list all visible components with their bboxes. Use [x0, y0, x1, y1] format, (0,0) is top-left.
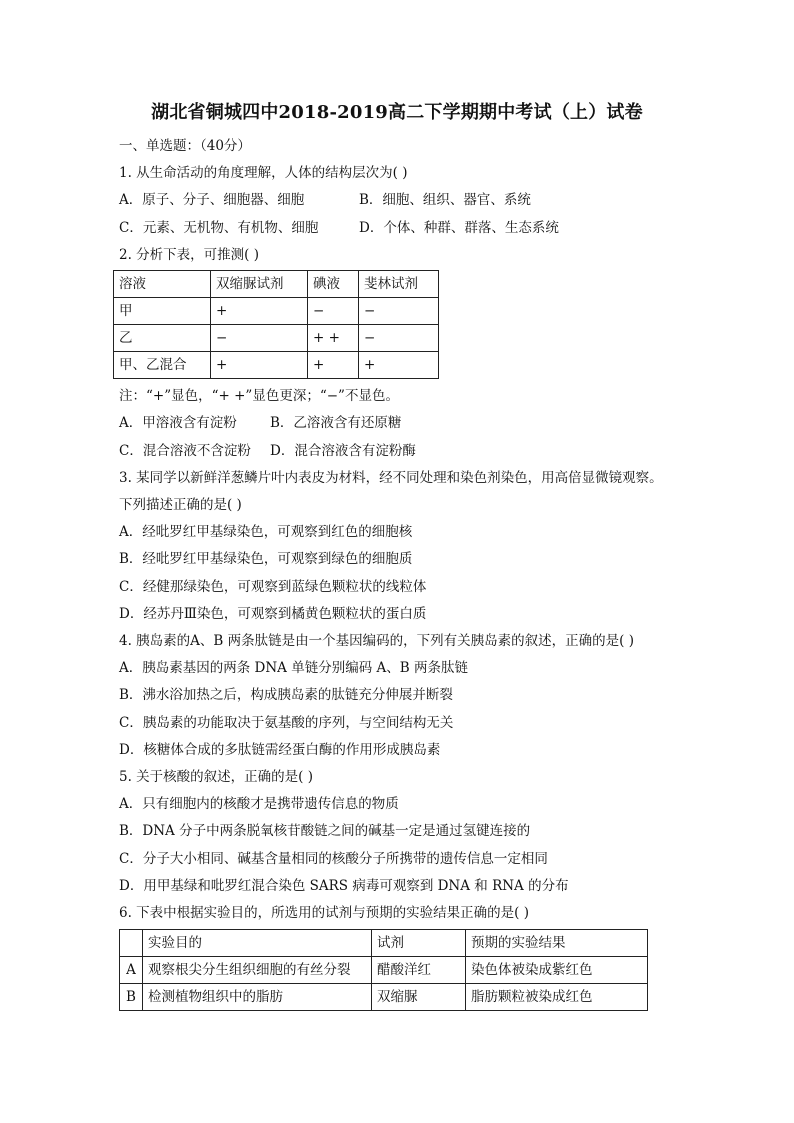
question-4-option-b: B．沸水浴加热之后，构成胰岛素的肽链充分伸展并断裂: [119, 687, 453, 703]
question-5-option-d: D．用甲基绿和吡罗红混合染色 SARS 病毒可观察到 DNA 和 RNA 的分布: [119, 878, 569, 894]
table-cell: 观察根尖分生组织细胞的有丝分裂: [143, 957, 372, 984]
question-4-option-d: D．核糖体合成的多肽链需经蛋白酶的作用形成胰岛素: [119, 742, 441, 758]
table-cell: +: [308, 352, 359, 379]
question-2-option-c: C．混合溶液不含淀粉: [119, 443, 251, 459]
table-cell: A: [120, 957, 143, 984]
question-2-option-a: A．甲溶液含有淀粉: [119, 415, 237, 431]
question-3-option-a: A．经吡罗红甲基绿染色，可观察到红色的细胞核: [119, 524, 413, 540]
table-cell: 预期的实验结果: [466, 930, 648, 957]
question-2-table: [113, 270, 439, 379]
question-4-option-c: C．胰岛素的功能取决于氨基酸的序列，与空间结构无关: [119, 715, 454, 731]
table-cell: 醋酸洋红: [372, 957, 466, 984]
section-heading: 一、单选题：（40分）: [119, 138, 251, 154]
question-3-stem-line-2: 下列描述正确的是( ): [119, 497, 242, 513]
question-6-table: [119, 929, 648, 1011]
table-cell: B: [120, 984, 143, 1011]
table-cell: 检测植物组织中的脂肪: [143, 984, 372, 1011]
table-cell: 双缩脲: [372, 984, 466, 1011]
question-5-option-b: B．DNA 分子中两条脱氧核苷酸链之间的碱基一定是通过氢键连接的: [119, 823, 531, 839]
table-cell: 试剂: [372, 930, 466, 957]
table-row: [114, 325, 439, 352]
question-2-option-d: D．混合溶液含有淀粉酶: [270, 443, 416, 459]
question-2-stem: 2. 分析下表，可推测( ): [119, 247, 259, 263]
question-3-stem-line-1: 3. 某同学以新鲜洋葱鳞片叶内表皮为材料，经不同处理和染色剂染色，用高倍显微镜观察。: [119, 470, 663, 486]
question-6-stem: 6. 下表中根据实验目的，所选用的试剂与预期的实验结果正确的是( ): [119, 905, 529, 921]
table-row: [114, 271, 439, 298]
table-cell: [120, 930, 143, 957]
table-cell: + +: [308, 325, 359, 352]
question-1-stem: 1. 从生命活动的角度理解，人体的结构层次为( ): [119, 165, 408, 181]
table-cell: −: [308, 298, 359, 325]
table-row: [114, 298, 439, 325]
question-1-option-d: D．个体、种群、群落、生态系统: [359, 220, 559, 236]
page-title: 湖北省铜城四中2018-2019高二下学期期中考试（上）试卷: [151, 102, 643, 123]
table-row: [120, 930, 648, 957]
question-1-option-c: C．元素、无机物、有机物、细胞: [119, 220, 319, 236]
table-cell: +: [359, 352, 439, 379]
table-cell: 甲、乙混合: [114, 352, 211, 379]
question-4-option-a: A．胰岛素基因的两条 DNA 单链分别编码 A、B 两条肽链: [119, 660, 468, 676]
table-cell: −: [211, 325, 308, 352]
question-3-option-c: C．经健那绿染色，可观察到蓝绿色颗粒状的线粒体: [119, 579, 427, 595]
table-cell: 染色体被染成紫红色: [466, 957, 648, 984]
question-4-stem: 4. 胰岛素的A、B 两条肽链是由一个基因编码的，下列有关胰岛素的叙述，正确的是( ): [119, 633, 634, 649]
question-1-option-b: B．细胞、组织、器官、系统: [359, 192, 531, 208]
table-row: [120, 957, 648, 984]
table-cell: 碘液: [308, 271, 359, 298]
table-row: [114, 352, 439, 379]
table-cell: 甲: [114, 298, 211, 325]
table-row: [120, 984, 648, 1011]
question-5-stem: 5. 关于核酸的叙述，正确的是( ): [119, 769, 313, 785]
table-cell: 斐林试剂: [359, 271, 439, 298]
question-2-option-b: B．乙溶液含有还原糖: [270, 415, 402, 431]
question-1-option-a: A．原子、分子、细胞器、细胞: [119, 192, 305, 208]
table-cell: −: [359, 325, 439, 352]
table-cell: 溶液: [114, 271, 211, 298]
question-5-option-c: C．分子大小相同、碱基含量相同的核酸分子所携带的遗传信息一定相同: [119, 851, 548, 867]
table-cell: −: [359, 298, 439, 325]
table-cell: +: [211, 298, 308, 325]
table-cell: 脂肪颗粒被染成红色: [466, 984, 648, 1011]
question-5-option-a: A．只有细胞内的核酸才是携带遗传信息的物质: [119, 796, 399, 812]
question-2-note: 注：“+”显色，“+ +”显色更深；“−”不显色。: [119, 388, 399, 404]
question-3-option-b: B．经吡罗红甲基绿染色，可观察到绿色的细胞质: [119, 551, 413, 567]
question-3-option-d: D．经苏丹Ⅲ染色，可观察到橘黄色颗粒状的蛋白质: [119, 606, 427, 622]
table-cell: 实验目的: [143, 930, 372, 957]
table-cell: 乙: [114, 325, 211, 352]
table-cell: +: [211, 352, 308, 379]
table-cell: 双缩脲试剂: [211, 271, 308, 298]
